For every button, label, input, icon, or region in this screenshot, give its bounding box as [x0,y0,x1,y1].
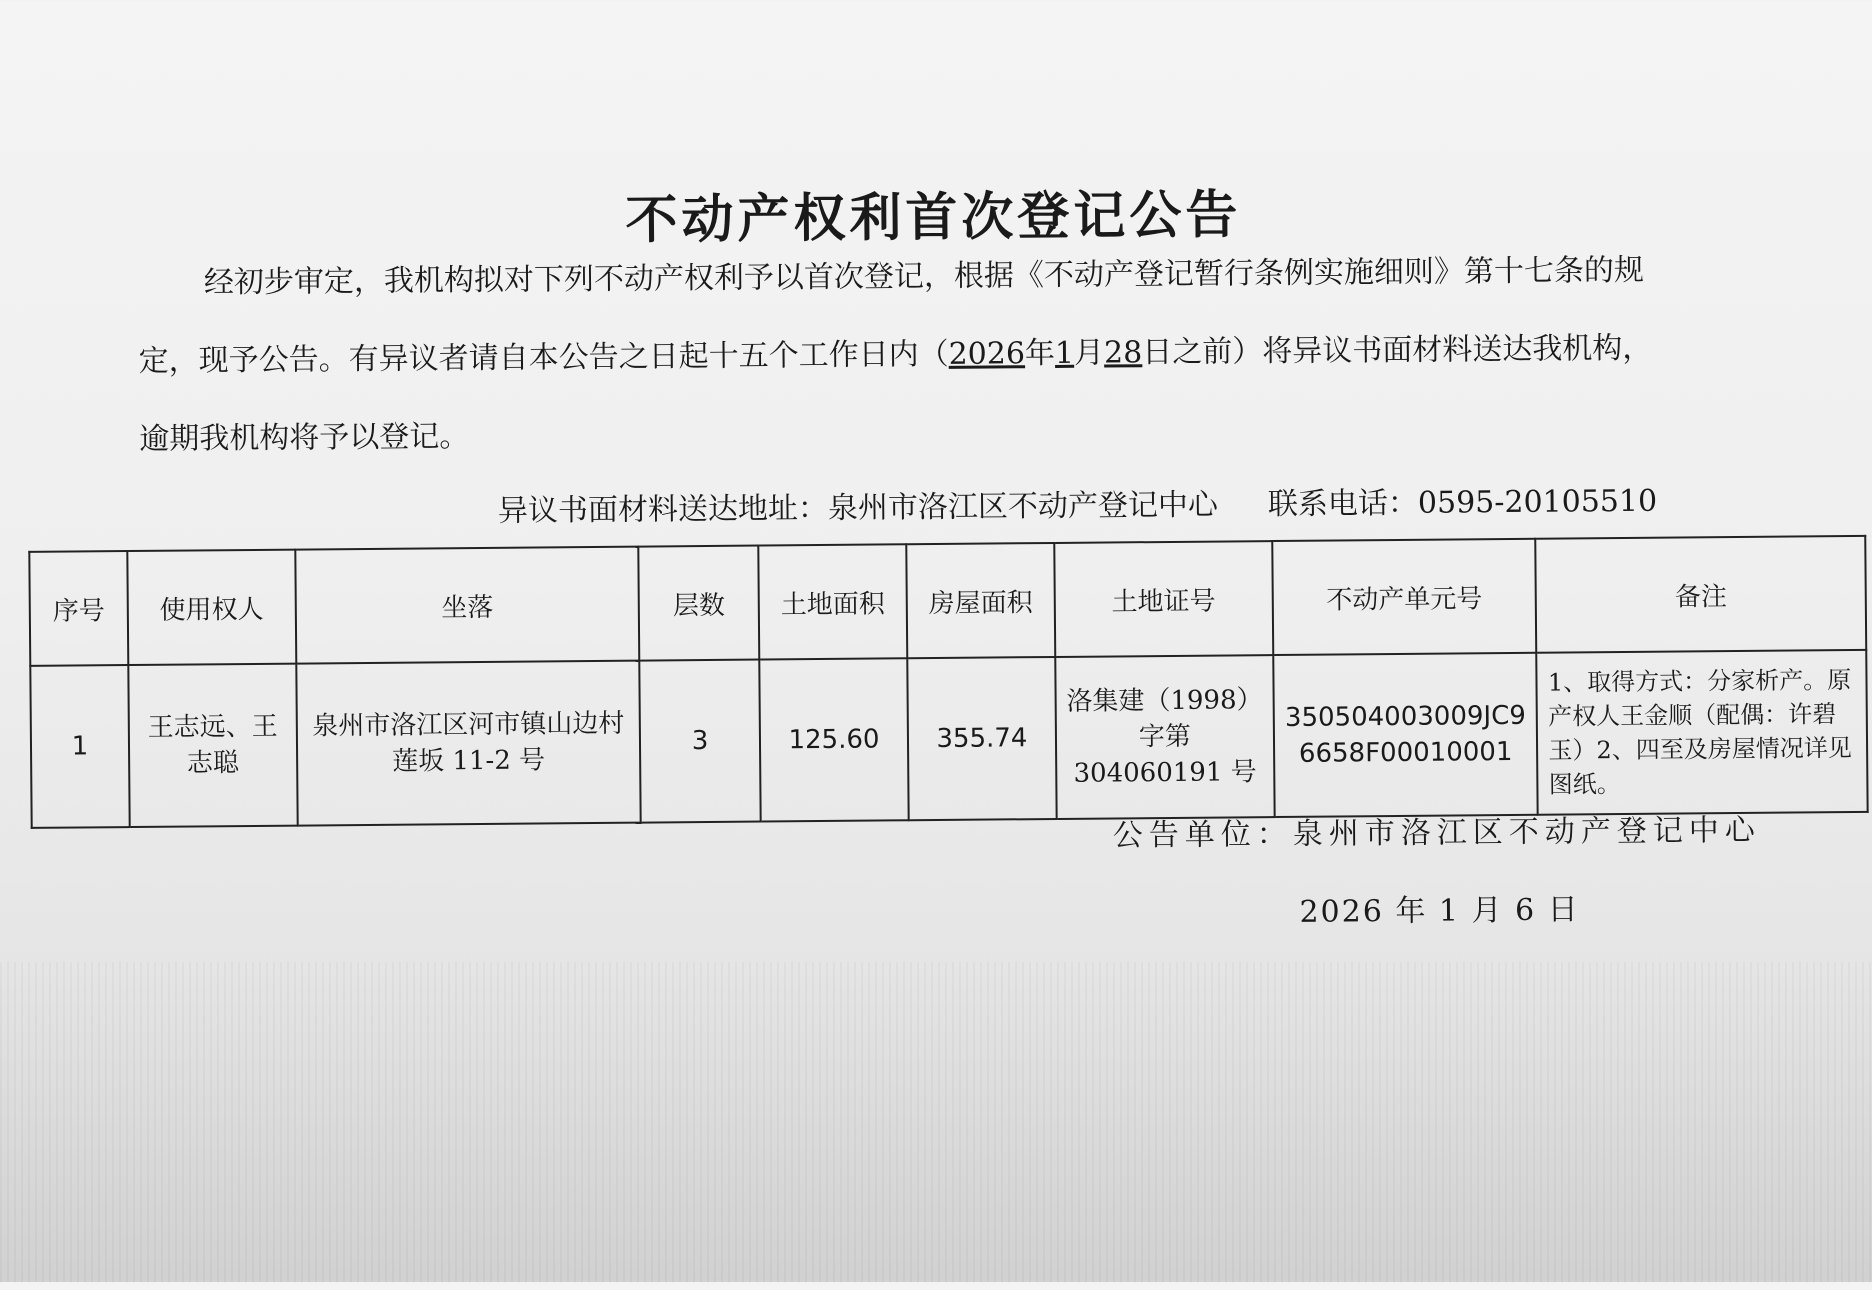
header-land-area: 土地面积 [758,544,907,659]
registration-table [28,535,1868,829]
body-line-2-end: 日之前）将异议书面材料送达我机构， [1142,330,1653,371]
cell-floors: 3 [639,660,760,823]
announcement-date: 2026 年 1 月 6 日 [1299,892,1580,930]
cell-land-area: 125.60 [759,658,908,821]
cell-location: 泉州市洛江区河市镇山边村莲坂 11-2 号 [296,661,641,826]
objection-info [498,476,1658,530]
deadline-day: 28 [1103,335,1143,371]
header-floors: 层数 [638,546,759,661]
body-line-2-start: 定，现予公告。有异议者请自本公告之日起十五个工作日内（ [138,336,949,379]
header-house-area: 房屋面积 [906,543,1055,658]
header-owner: 使用权人 [127,550,296,665]
header-remarks: 备注 [1536,536,1867,653]
table-row [30,650,1867,828]
deadline-month-suffix: 月 [1073,335,1105,371]
cell-unit-no: 350504003009JC96658F00010001 [1273,653,1538,817]
cell-house-area: 355.74 [907,657,1056,820]
cell-seq: 1 [30,665,129,828]
body-line-2 [138,330,1779,379]
deadline-month: 1 [1054,335,1075,371]
deadline-year: 2026 [948,336,1026,372]
body-line-3: 逾期我机构将予以登记。 [139,419,470,457]
header-unit-no: 不动产单元号 [1272,539,1537,655]
announcing-unit: 公告单位：泉州市洛江区不动产登记中心 [1112,812,1761,854]
contact-phone: 联系电话：0595-20105510 [1267,483,1658,523]
deadline-year-suffix: 年 [1024,335,1056,372]
page-title: 不动产权利首次登记公告 [625,185,1242,251]
header-seq: 序号 [29,551,128,666]
table-header-row [29,536,1866,666]
body-line-1: 经初步审定，我机构拟对下列不动产权利予以首次登记，根据《不动产登记暂行条例实施细则》第十七条的规 [203,252,1645,301]
header-land-cert-no: 土地证号 [1054,541,1273,657]
header-location: 坐落 [295,547,639,664]
objection-address: 异议书面材料送达地址：泉州市洛江区不动产登记中心 [497,487,1219,529]
cell-remarks: 1、取得方式：分家析产。原产权人王金顺（配偶：许碧玉）2、四至及房屋情况详见图纸。 [1537,650,1868,815]
cell-owner: 王志远、王志聪 [128,664,297,827]
cell-land-cert-no: 洛集建（1998）字第 304060191 号 [1055,655,1274,819]
